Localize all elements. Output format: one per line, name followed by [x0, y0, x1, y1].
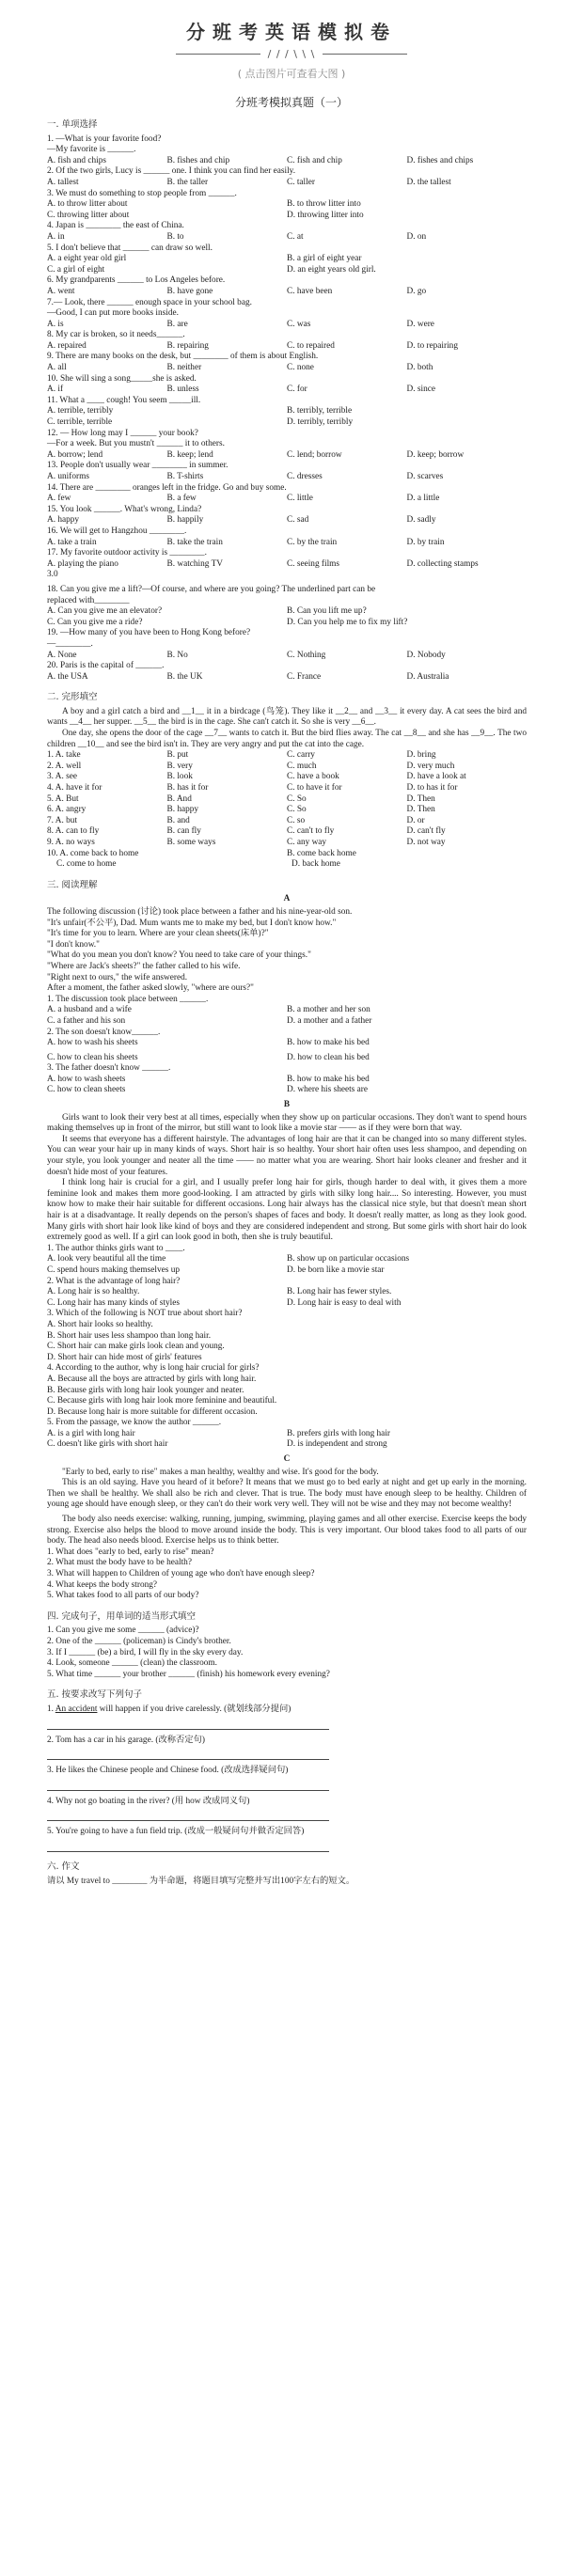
- passage-paragraph: Girls want to look their very best at all times, especially when they show up on particular occasions. They don't want to spend hours making themselves up in front of the mirror, but still want to look like a movie star —— as if they were born that way.: [47, 1112, 527, 1134]
- option: 4. A. have it for: [47, 783, 102, 793]
- option: A. all: [47, 363, 67, 373]
- option: B. happily: [166, 515, 204, 526]
- section-heading: 一. 单项选择: [47, 119, 98, 130]
- option: A. a husband and a wife: [47, 1005, 132, 1015]
- option: D. sadly: [406, 515, 436, 526]
- question-text: 20. Paris is the capital of ______.: [47, 661, 165, 671]
- option: A. if: [47, 385, 64, 395]
- cloze-options-row: [47, 826, 527, 838]
- option: D. Because long hair is more suitable for different occasion.: [47, 1406, 258, 1417]
- cloze-options-row: [47, 849, 527, 860]
- option: A. playing the piano: [47, 558, 118, 569]
- options-row: [47, 1254, 527, 1265]
- options-row: [47, 363, 527, 374]
- option: A. fish and chips: [47, 155, 107, 165]
- option: D. terribly, terribly: [287, 417, 354, 428]
- question-text: 11. What a ____ cough! You seem _____ill.: [47, 395, 201, 405]
- rewrite-item: [47, 1766, 527, 1777]
- fill-blank-item: 1. Can you give me some ______ (advice)?: [47, 1626, 199, 1636]
- comprehension-question: 3. What will happen to Children of young age who don't have enough sleep?: [47, 1569, 315, 1579]
- question-text: 3.0: [47, 570, 58, 580]
- option: B. terribly, terrible: [287, 406, 353, 416]
- underlined-phrase: An accident: [55, 1704, 98, 1714]
- question-text: replaced with________: [47, 595, 130, 605]
- options-row: [47, 1038, 527, 1049]
- option: B. come back home: [287, 848, 356, 858]
- options-row: [47, 494, 527, 505]
- question-text: 7.— Look, there ______ enough space in your school bag.: [47, 297, 252, 307]
- options-row: [47, 1298, 527, 1310]
- rewrite-note: will happen if you drive carelessly. (就划线部分提问): [97, 1704, 292, 1714]
- option: A. uniforms: [47, 472, 89, 481]
- option: A. Because all the boys are attracted by girls with long hair.: [47, 1374, 257, 1384]
- question-text: 4. Japan is ________ the east of China.: [47, 221, 184, 231]
- option: B. unless: [166, 385, 199, 395]
- passage-line: "Right next to ours," the wife answered.: [47, 972, 188, 982]
- section-heading: 六. 作文: [47, 1861, 80, 1872]
- question-text: 8. My car is broken, so it needs______.: [47, 330, 185, 340]
- option: D. on: [406, 231, 427, 242]
- option: B. to: [166, 231, 184, 242]
- option: A. Short hair looks so healthy.: [47, 1319, 153, 1329]
- option: 5. A. But: [47, 793, 79, 804]
- option: D. scarves: [406, 472, 444, 481]
- rewrite-text: 2. Tom has a car in his garage. (改称否定句): [47, 1735, 206, 1745]
- option: D. bring: [406, 750, 436, 761]
- option: B. Long hair has fewer styles.: [287, 1287, 392, 1297]
- option: B. a few: [166, 494, 197, 504]
- option: 3. A. see: [47, 772, 78, 782]
- question-text: 5. I don't believe that ______ can draw so well.: [47, 243, 213, 253]
- option: B. the taller: [166, 177, 209, 187]
- option: C. much: [287, 761, 317, 771]
- chevron-deco-icon: / / / \ \ \: [267, 48, 316, 60]
- rewrite-text: 5. You're going to have a fun field trip. (改成一般疑问句并做否定回答): [47, 1827, 305, 1837]
- passage-label: C: [283, 1454, 291, 1465]
- divider-line-right: [323, 54, 407, 55]
- option: B. a girl of eight year: [287, 254, 362, 264]
- option: B. No: [166, 650, 188, 660]
- option: D. or: [406, 815, 425, 825]
- passage-line: After a moment, the father asked slowly, "where are ours?": [47, 983, 254, 994]
- option: C. throwing litter about: [47, 210, 130, 220]
- option: B. fishes and chip: [166, 155, 230, 165]
- options-row: [47, 211, 527, 222]
- section-heading: 二. 完形填空: [47, 692, 98, 703]
- options-row: [47, 651, 527, 662]
- cloze-options-row: [47, 762, 527, 773]
- options-row: [47, 450, 527, 462]
- option: C. come to home: [56, 859, 117, 870]
- options-row: [47, 1053, 527, 1064]
- option: A. repaired: [47, 340, 87, 351]
- question-text: 2. What is the advantage of long hair?: [47, 1276, 181, 1286]
- option: C. carry: [287, 750, 315, 761]
- options-row: [47, 287, 527, 298]
- fill-blank-item: 4. Look, someone ______ (clean) the classroom.: [47, 1658, 217, 1669]
- option: C. taller: [287, 177, 315, 187]
- section-heading: 五. 按要求改写下列句子: [47, 1689, 143, 1701]
- options-row: [47, 1429, 527, 1440]
- option: C. to have it for: [287, 783, 342, 793]
- option: B. T-shirts: [166, 472, 204, 481]
- option: C. how to clean his sheets: [47, 1052, 138, 1062]
- question-text: 3. We must do something to stop people from ______.: [47, 188, 237, 198]
- passage-paragraph: It seems that everyone has a different hairstyle. The advantages of long hair are that it can be changed into so many different styles. You can wear your hair up in many kinds of ways. Short hair is so healthy. Your short hair often uses less shampoo, and depending on your style, you look younger and neater all the time —— no matter what you are wearing. Short hair looks cleaner and fresher and it doesn't hide most of your features.: [47, 1134, 527, 1177]
- option: A. few: [47, 494, 71, 504]
- option: C. a girl of eight: [47, 264, 105, 275]
- cloze-paragraph: A boy and a girl catch a bird and __1__ it in a birdcage (鸟笼). They like it __2__ and __3__ it every day. A cat sees the bird and wants __4__ her supper. __5__ the bird is in the cage. She can't catch it. So she is very __6__.: [47, 706, 527, 728]
- option: D. not way: [406, 838, 446, 847]
- option: A. look very beautiful all the time: [47, 1254, 166, 1264]
- comprehension-question: 5. What takes food to all parts of our body?: [47, 1591, 199, 1601]
- option: D. by train: [406, 537, 445, 547]
- option: A. take a train: [47, 537, 97, 547]
- section-heading: 四. 完成句子，用单词的适当形式填空: [47, 1610, 197, 1622]
- options-row: [47, 385, 527, 396]
- options-row: [47, 406, 527, 417]
- question-text: 10. She will sing a song_____she is asked.: [47, 373, 197, 384]
- option: C. a father and his son: [47, 1015, 126, 1026]
- option: C. sad: [287, 515, 309, 526]
- question-text: 16. We will get to Hangzhou ________.: [47, 526, 187, 536]
- options-row: [47, 1439, 527, 1451]
- question-text: —My favorite is ______.: [47, 145, 136, 155]
- option: A. to throw litter about: [47, 199, 128, 210]
- option: A. how to wash sheets: [47, 1074, 126, 1084]
- question-text: —________.: [47, 638, 93, 649]
- options-row: [47, 265, 527, 276]
- question-text: 9. There are many books on the desk, but ________ of them is about English.: [47, 352, 319, 362]
- answer-line: [47, 1748, 329, 1760]
- option: B. the UK: [166, 671, 203, 682]
- cloze-options-row: [47, 750, 527, 762]
- option: D. a mother and a father: [287, 1015, 372, 1026]
- option: B. Because girls with long hair look younger and neater.: [47, 1385, 244, 1395]
- passage-line: "Where are Jack's sheets?" the father called to his wife.: [47, 961, 241, 971]
- essay-prompt: 请以 My travel to ________ 为半命题，将题目填写完整并写出100字左右的短文。: [47, 1876, 355, 1886]
- option: C. have been: [287, 286, 333, 296]
- option: B. how to make his bed: [287, 1038, 370, 1048]
- cloze-options-row: [47, 816, 527, 827]
- option: D. were: [406, 319, 434, 329]
- option: D. how to clean his bed: [287, 1052, 370, 1062]
- fill-blank-item: 2. One of the ______ (policeman) is Cindy's brother.: [47, 1636, 231, 1646]
- option: D. an eight years old girl.: [287, 264, 376, 275]
- option: B. watching TV: [166, 558, 223, 569]
- comprehension-question: 4. What keeps the body strong?: [47, 1579, 158, 1590]
- option: C. can't to fly: [287, 826, 335, 837]
- option: C. dresses: [287, 472, 323, 481]
- section-heading: 三. 阅读理解: [47, 879, 98, 890]
- option: 9. A. no ways: [47, 838, 95, 847]
- option: D. Can you help me to fix my lift?: [287, 617, 408, 627]
- option: D. go: [406, 286, 427, 296]
- option: C. Long hair has many kinds of styles: [47, 1297, 180, 1308]
- option: B. and: [166, 815, 190, 825]
- passage-line: "What do you mean you don't know? You need to take care of your things.": [47, 950, 311, 961]
- option: C. So: [287, 793, 307, 804]
- option: A. happy: [47, 515, 80, 526]
- options-row: [47, 232, 527, 243]
- fill-blank-item: 5. What time ______ your brother ______ (finish) his homework every evening?: [47, 1669, 330, 1679]
- question-text: 15. You look ______. What's wrong, Linda?: [47, 504, 202, 514]
- option: C. France: [287, 671, 322, 682]
- question-text: 3. Which of the following is NOT true about short hair?: [47, 1309, 243, 1319]
- option: C. for: [287, 385, 307, 395]
- option: D. can't fly: [406, 826, 446, 837]
- option: A. None: [47, 650, 77, 660]
- option: C. seeing films: [287, 558, 340, 569]
- question-text: —Good, I can put more books inside.: [47, 308, 179, 319]
- answer-line: [47, 1718, 329, 1730]
- options-row: [47, 672, 527, 683]
- option: A. borrow; lend: [47, 449, 103, 460]
- option: B. very: [166, 761, 193, 771]
- option: D. to has it for: [406, 783, 458, 793]
- option: C. doesn't like girls with short hair: [47, 1439, 168, 1450]
- question-text: 12. — How long may I ______ your book?: [47, 428, 198, 438]
- option: D. Then: [406, 793, 435, 804]
- rewrite-item: [47, 1704, 527, 1716]
- option: A. a eight year old girl: [47, 254, 127, 264]
- option: D. where his sheets are: [287, 1085, 368, 1095]
- option: B. prefers girls with long hair: [287, 1428, 390, 1438]
- option: C. by the train: [287, 537, 338, 547]
- option: A. Can you give me an elevator?: [47, 606, 163, 617]
- question-text: 2. The son doesn't know______.: [47, 1027, 161, 1037]
- option: D. throwing litter into: [287, 210, 364, 220]
- option: 7. A. but: [47, 815, 78, 825]
- option: C. none: [287, 363, 314, 373]
- option: D. Nobody: [406, 650, 446, 660]
- cloze-options-row: [47, 838, 527, 849]
- option: D. to repairing: [406, 340, 458, 351]
- option: D. be born like a movie star: [287, 1264, 385, 1275]
- option: C. fish and chip: [287, 155, 342, 165]
- option: B. have gone: [166, 286, 213, 296]
- options-row: [47, 1085, 527, 1096]
- options-row: [47, 156, 527, 167]
- option: B. keep; lend: [166, 449, 213, 460]
- passage-paragraph: "Early to bed, early to rise" makes a man healthy, wealthy and wise. It's good for the body.: [62, 1467, 379, 1477]
- option: B. repairing: [166, 340, 209, 351]
- rewrite-text: 4. Why not go boating in the river? (用 how 改成同义句): [47, 1796, 250, 1806]
- option: B. And: [166, 793, 192, 804]
- options-row: [47, 178, 527, 189]
- option: B. put: [166, 750, 189, 761]
- option: D. collecting stamps: [406, 558, 479, 569]
- option: C. lend; borrow: [287, 449, 342, 460]
- question-text: 18. Can you give me a lift?—Of course, and where are you going? The underlined part can be: [47, 584, 376, 594]
- option: B. how to make his bed: [287, 1074, 370, 1084]
- options-row: [47, 618, 527, 629]
- option: A. how to wash his sheets: [47, 1038, 138, 1048]
- option: A. the USA: [47, 671, 88, 682]
- option: C. at: [287, 231, 304, 242]
- passage-paragraph: This is an old saying. Have you heard of it before? It means that we must go to bed early at night and get up early in the morning. Then we shall be healthy. We shall also be rich and clever. That is true. The body must have enough sleep to be healthy. Children of young age should have enough sleep, or they can't do their work very well. They will not be wise and they may not become wealthy!: [47, 1478, 527, 1510]
- question-text: 1. The discussion took place between ______.: [47, 994, 209, 1004]
- document-title: 分班考模拟真题（一）: [234, 96, 348, 109]
- passage-line: "I don't know.": [47, 939, 100, 950]
- option: C. Nothing: [287, 650, 326, 660]
- question-text: 13. People don't usually wear ________ in summer.: [47, 461, 228, 471]
- option: D. Short hair can hide most of girls' features: [47, 1352, 202, 1362]
- option: C. spend hours making themselves up: [47, 1264, 180, 1275]
- option: B. a mother and her son: [287, 1005, 370, 1015]
- zoom-hint: ( 点击图片可查看大图 ): [237, 68, 346, 80]
- comprehension-question: 2. What must the body have to be health?: [47, 1558, 192, 1568]
- question-text: 14. There are ________ oranges left in the fridge. Go and buy some.: [47, 482, 287, 493]
- option: 10. A. come back to home: [47, 848, 139, 858]
- option: D. have a look at: [406, 772, 466, 782]
- options-row: [47, 417, 527, 429]
- comprehension-question: 1. What does "early to bed, early to rise" mean?: [47, 1547, 214, 1557]
- option: D. fishes and chips: [406, 155, 474, 165]
- question-text: 4. According to the author, why is long hair crucial for girls?: [47, 1363, 260, 1374]
- options-row: [47, 538, 527, 549]
- option: C. so: [287, 815, 306, 825]
- passage-line: The following discussion (讨论) took place between a father and his nine-year-old son.: [47, 906, 353, 917]
- options-row: [47, 515, 527, 526]
- rewrite-text: 3. He likes the Chinese people and Chinese food. (改成选择疑问句): [47, 1766, 289, 1776]
- option: C. was: [287, 319, 311, 329]
- options-row: [47, 1075, 527, 1086]
- option: C. So: [287, 805, 307, 815]
- option: B. Can you lift me up?: [287, 606, 367, 617]
- rewrite-item: [47, 1736, 527, 1747]
- passage-line: "It's unfair(不公平), Dad. Mum wants me to make my bed, but I don't know how.": [47, 918, 337, 928]
- option: A. is: [47, 319, 64, 329]
- cloze-options-row: [47, 772, 527, 783]
- options-row: [47, 199, 527, 211]
- option: D. Long hair is easy to deal with: [287, 1297, 402, 1308]
- question-text: 2. Of the two girls, Lucy is ______ one. I think you can find her easily.: [47, 166, 296, 177]
- options-row: [47, 472, 527, 483]
- option: A. terrible, terribly: [47, 406, 114, 416]
- option: C. Because girls with long hair look more feminine and beautiful.: [47, 1396, 277, 1406]
- option: D. since: [406, 385, 435, 395]
- exam-content: [0, 119, 583, 1887]
- option: 8. A. can to fly: [47, 826, 100, 837]
- rewrite-text: 1.: [47, 1704, 55, 1714]
- option: D. the tallest: [406, 177, 451, 187]
- option: C. little: [287, 494, 313, 504]
- question-text: 19. —How many of you have been to Hong Kong before?: [47, 628, 251, 638]
- option: C. any way: [287, 838, 327, 847]
- question-text: 1. The author thinks girls want to ____.: [47, 1243, 185, 1253]
- header: [0, 0, 583, 81]
- option: A. in: [47, 231, 65, 242]
- option: D. back home: [292, 859, 340, 870]
- option: D. very much: [406, 761, 455, 771]
- option: B. has it for: [166, 783, 209, 793]
- question-text: 17. My favorite outdoor activity is ________.: [47, 548, 207, 558]
- options-row: [47, 1016, 527, 1028]
- option: D. a little: [406, 494, 440, 504]
- option: D. is independent and strong: [287, 1439, 387, 1450]
- option: B. look: [166, 772, 193, 782]
- option: D. both: [406, 363, 433, 373]
- answer-line: [47, 1840, 329, 1852]
- question-text: 3. The father doesn't know ______.: [47, 1063, 171, 1074]
- question-text: 6. My grandparents ______ to Los Angeles before.: [47, 275, 226, 286]
- option: B. show up on particular occasions: [287, 1254, 410, 1264]
- answer-line: [47, 1779, 329, 1791]
- cloze-options-row: [47, 783, 527, 794]
- option: A. Long hair is so healthy.: [47, 1287, 140, 1297]
- option: A. tallest: [47, 177, 79, 187]
- options-row: [47, 341, 527, 353]
- option: B. are: [166, 319, 188, 329]
- options-row: [47, 320, 527, 331]
- passage-line: "It's time for you to learn. Where are your clean sheets(床单)?": [47, 929, 269, 939]
- options-row: [47, 559, 527, 571]
- option: C. Short hair can make girls look clean and young.: [47, 1342, 225, 1352]
- question-text: 1. —What is your favorite food?: [47, 134, 162, 144]
- options-row: [47, 606, 527, 618]
- question-text: —For a week. But you mustn't ______ it to others.: [47, 439, 225, 449]
- passage-label: B: [283, 1100, 291, 1110]
- option: A. went: [47, 286, 75, 296]
- option: B. happy: [166, 805, 199, 815]
- cloze-options-row: [47, 859, 527, 871]
- option: 1. A. take: [47, 750, 81, 761]
- option: C. to repaired: [287, 340, 335, 351]
- options-row: [47, 254, 527, 265]
- question-text: 5. From the passage, we know the author ______.: [47, 1418, 222, 1428]
- divider-line-left: [176, 54, 260, 55]
- option: 6. A. angry: [47, 805, 87, 815]
- option: B. some ways: [166, 838, 216, 847]
- options-row: [47, 1287, 527, 1298]
- banner-divider: [0, 48, 583, 60]
- options-row: [47, 1265, 527, 1277]
- passage-label: A: [283, 894, 291, 904]
- passage-paragraph: I think long hair is crucial for a girl, and I usually prefer long hair for girls, though harder to deal with, it gives them a more feminine look and makes them more good-looking. I am attracted by girls with silky long hair.... So interesting. However, you must know how to make their hair suitable for different occasions. Long hair always has the classical nice style, but that doesn't mean short hair is at a disadvantage. It really depends on the person's shapes of faces and body. It doesn't really matter, as long as they look good. Many girls with short hair look like kind of boys and they are considered independent and strong. But some girls with short hair do look extremely good as well. If a girl can look good in both, then she is truly beautiful.: [47, 1178, 527, 1243]
- option: C. Can you give me a ride?: [47, 617, 143, 627]
- option: D. Australia: [406, 671, 449, 682]
- banner-title: 分班考英语模拟卷: [186, 21, 397, 43]
- option: C. terrible, terrible: [47, 417, 113, 428]
- option: B. to throw litter into: [287, 199, 361, 210]
- answer-line: [47, 1809, 329, 1821]
- option: B. neither: [166, 363, 202, 373]
- option: C. how to clean sheets: [47, 1085, 126, 1095]
- rewrite-item: [47, 1797, 527, 1808]
- option: D. Then: [406, 805, 435, 815]
- cloze-paragraph: One day, she opens the door of the cage __7__ wants to catch it. But the bird flies away. The cat __8__ and she has __9__. The two children __10__ and see the bird isn't in. They are very angry and put the cat into the cage.: [47, 729, 527, 749]
- cloze-options-row: [47, 805, 527, 816]
- option: B. can fly: [166, 826, 201, 837]
- option: C. have a book: [287, 772, 339, 782]
- option: B. Short hair uses less shampoo than long hair.: [47, 1330, 212, 1341]
- option: 2. A. well: [47, 761, 82, 771]
- passage-paragraph: The body also needs exercise: walking, running, jumping, swimming, playing games and all other exercise. Exercise keeps the body strong. Exercise also helps the blood to move around inside the body. This is very important. Our blood takes food to all parts of our body. The head also needs blood. Exercise helps us to think better.: [47, 1515, 527, 1547]
- options-row: [47, 1005, 527, 1016]
- option: D. keep; borrow: [406, 449, 465, 460]
- rewrite-item: [47, 1827, 527, 1838]
- option: A. is a girl with long hair: [47, 1428, 135, 1438]
- option: B. take the train: [166, 537, 223, 547]
- cloze-options-row: [47, 794, 527, 806]
- fill-blank-item: 3. If I ______ (be) a bird, I will fly in the sky every day.: [47, 1647, 244, 1657]
